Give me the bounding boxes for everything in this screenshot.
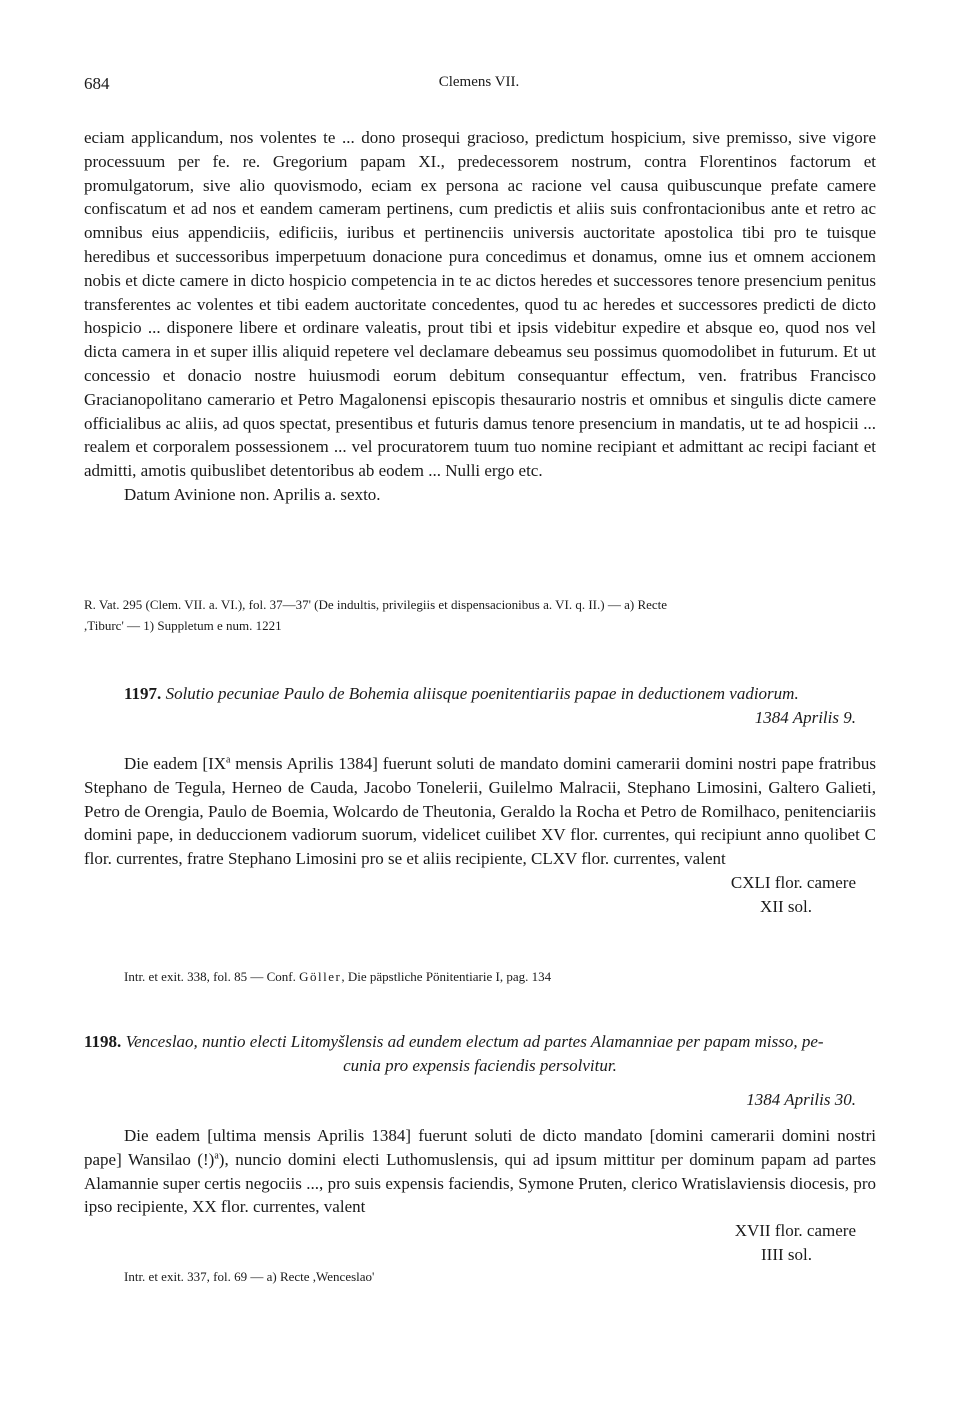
entry-1198-title-line-1 [84, 1030, 876, 1054]
entry-1197-source [84, 966, 876, 987]
entry-1197-text [84, 752, 876, 919]
running-title: Clemens VII. [438, 74, 520, 90]
entry-1198-date: 1384 Aprilis 30. [746, 1090, 856, 1109]
entry-1198-amount-2: IIII sol. [761, 1244, 812, 1264]
entry-1197-title-text: Solutio pecuniae Paulo de Bohemia aliisque poenitentiariis papae in deductionem vadiorum. [165, 684, 799, 703]
entry-1197-source-line [84, 966, 876, 987]
entry-1197-footnote-mark: a [226, 754, 231, 766]
continued-document [84, 126, 876, 507]
entry-1197-amount-1: CXLI flor. camere [730, 872, 856, 892]
entry-1198-title-line-2: cunia pro expensis faciendis persolvitur. [343, 1056, 617, 1075]
entry-1197-body-start: Die eadem [IX [124, 754, 227, 773]
entry-1198-source [84, 1266, 876, 1287]
page-header [84, 74, 874, 98]
entry-1198-body [84, 1124, 876, 1219]
entry-1197-date: 1384 Aprilis 9. [754, 708, 856, 727]
entry-1197-amount-2: XII sol. [760, 896, 812, 916]
source-author: Göller [299, 969, 342, 984]
entry-1198-heading [84, 1030, 876, 1112]
entry-1198-amount-1: XVII flor. camere [734, 1221, 856, 1241]
entry-1198-body-rest: ), nuncio domini electi Luthomuslensis, qui ad ipsum mittitur per dominum papam ad partes Alamannie super certis negociis ..., pro suis expensis faciendis, Symone Pruten, clerico Wratislaviensis diocesis, pro ipso recipiente, XX flor. currentes, valent [84, 1149, 877, 1217]
entry-1197-body-rest: mensis Aprilis 1384] fuerunt soluti de mandato domini camerarii domini nostri pape fratribus Stephano de Tegula, Herneo de Cauda, Jacobo Tonelerii, Guilelmo Malracii, Stephano Limosini, Galtero Galieti, Petro de Orengia, Paulo de Boemia, Wolcardo de Theutonia, Geraldo la Rocha et Petro de Romilhaco, penitenciariis domini pape, in deduccionem vadiorum suorum, videlicet cuilibet XV flor. currentes, qui recipiunt anno quolibet C flor. currentes, fratre Stephano Limosini pro se et aliis recipiente, CLXV flor. currentes, valent [84, 754, 876, 869]
entry-1198-text [84, 1124, 876, 1267]
datum-line: Datum Avinione non. Aprilis a. sexto. [124, 484, 381, 504]
entry-1197-title [84, 682, 876, 706]
entry-1198-source-line: Intr. et exit. 337, fol. 69 — a) Recte ,Wenceslao' [124, 1269, 375, 1284]
entry-1197-number: 1197. [124, 684, 162, 703]
entry-1197-heading [84, 682, 876, 730]
footnote-1196 [84, 594, 876, 636]
source-post: , Die päpstliche Pönitentiarie I, pag. 134 [341, 969, 552, 984]
source-pre: Intr. et exit. 338, fol. 85 — Conf. [124, 969, 300, 984]
entry-1198-title-text: Venceslao, nuntio electi Litomyšlensis ad eundem electum ad partes Alamanniae per papam misso, pe- [125, 1032, 824, 1051]
entry-1198-footnote-mark: a [214, 1150, 219, 1162]
entry-1197-body [84, 752, 876, 871]
footnote-line-1: R. Vat. 295 (Clem. VII. a. VI.), fol. 37—37' (De indultis, privilegiis et dispensacionibus a. VI. q. II.) — a) Recte [84, 597, 668, 612]
footnote-line-2: ,Tiburc' — 1) Suppletum e num. 1221 [84, 618, 282, 633]
document-body: eciam applicandum, nos volentes te ... dono prosequi gracioso, predictum hospicium, sive premisso, sive vigore processuum per fe. re. Gregorium papam XI., predecessorem nostrum, contra Florentinos factorum et promulgatorum, sive alio quovismodo, eciam ex persona ac racione vel causa quibuscunque prefate camere confiscatum et ad nos et eandem cameram pertinens, cum predictis et aliis suis confrontacionibus ante et retro ac omnibus eius appendiciis, edificiis, iuribus et pertinenciis universis auctoritate apostolica tibi pro te tuisque heredibus et successoribus imperpetuum donacione pura concedimus et donamus, omne ius et omnem accionem nobis et dicte camere in dicto hospicio competencia in te ac dictos heredes et successores tenore presencium penitus transferentes ac volentes et tibi eadem auctoritate concedentes, quod tu ac heredes et successores predicti de dicto hospicio ... disponere libere et ordinare valeatis, prout tibi et ipsis videbitur expedire et absque eo, quod nos vel dicta camera in et super illis aliquid repetere vel declamare debeamus seu possimus quomodolibet in futurum. Et ut concessio et donacio nostre huiusmodi eorum debitum consequantur effectum, ven. fratribus Francisco Gracianopolitano camerario et Petro Magalonensi episcopis thesaurario nostris et omnibus et singulis dicte camere officialibus ac aliis, ad quos spectat, presentibus et futuris damus tenore presencium in mandatis, ut te ad hospicii ... realem et corporalem possessionem ... vel procuratorem tuum tuo nomine recipiant et admittant ac recipi faciant et admitti, amotis quibuslibet detentoribus ab eodem ... Nulli ergo etc. [84, 128, 876, 481]
entry-1198-body-start: Die eadem [ultima mensis Aprilis 1384] fuerunt soluti de dicto mandato [domini camerarii domini nostri pape] Wansilao (!) [84, 1126, 876, 1169]
page-number: 684 [84, 74, 110, 93]
entry-1198-number: 1198. [84, 1032, 122, 1051]
